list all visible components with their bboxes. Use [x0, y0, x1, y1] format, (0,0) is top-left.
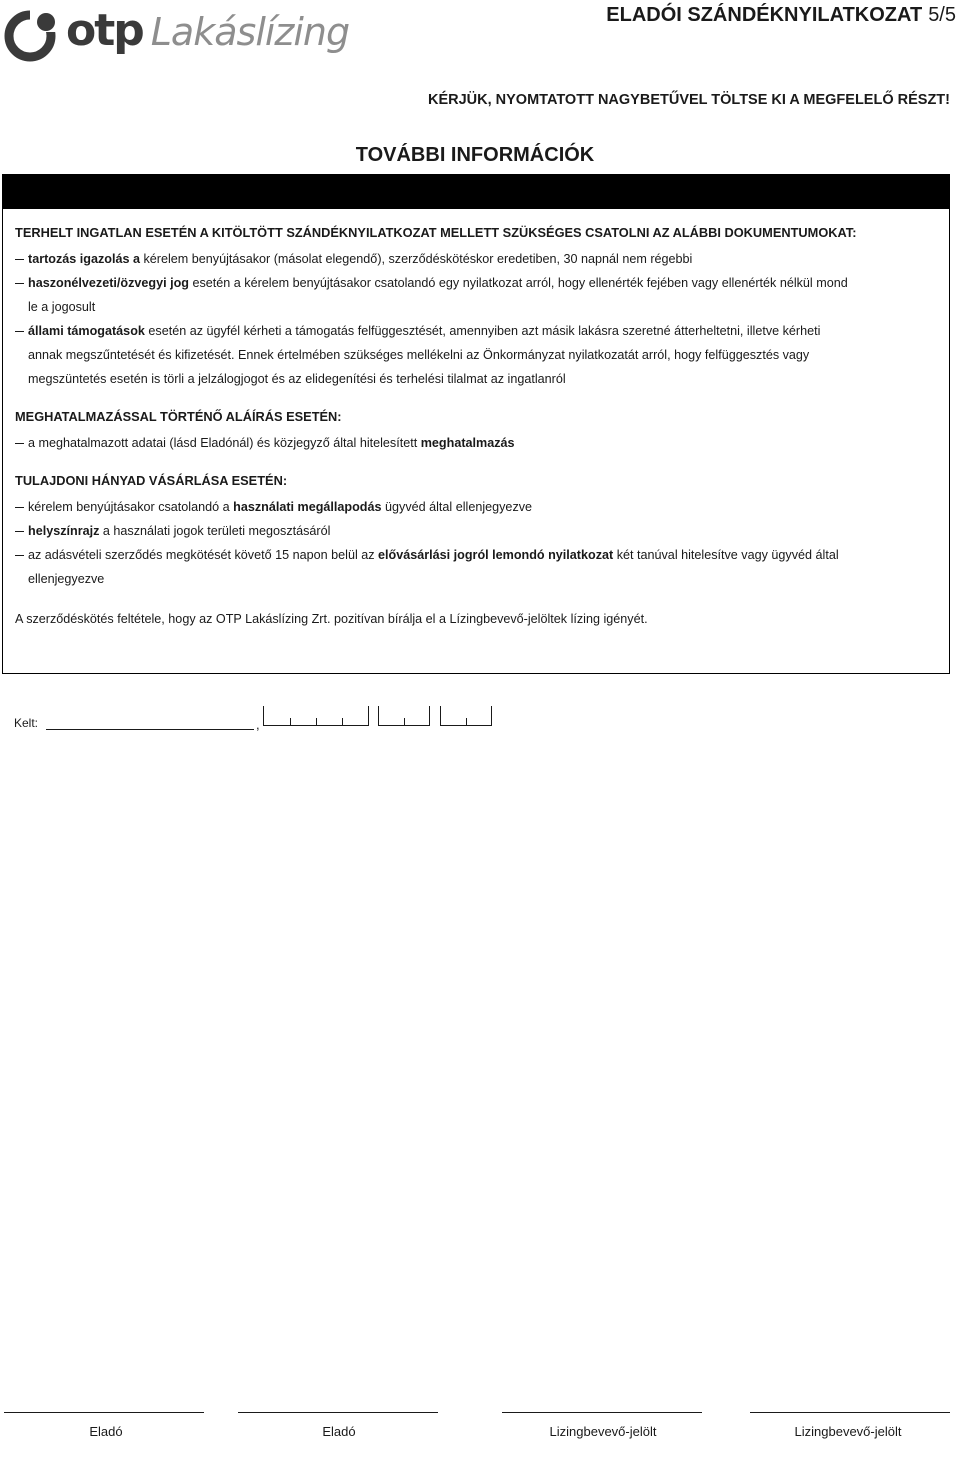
logo-text-lakaslizing: Lakáslízing [150, 10, 350, 54]
info-box-content [3, 209, 949, 631]
info-box [2, 174, 950, 674]
list-item-text: két tanúval hitelesítve vagy ügyvéd által [613, 548, 839, 562]
list-item-text: az adásvételi szerződés megkötését követő 15 napon belül az [28, 548, 379, 562]
logo-text-otp: otp [66, 4, 143, 56]
date-day-field[interactable] [440, 706, 492, 726]
fill-instruction: KÉRJÜK, NYOMTATOTT NAGYBETŰVEL TÖLTSE KI A MEGFELELŐ RÉSZT! [427, 92, 950, 108]
list-item-bold: haszonélvezeti/özvegyi jog [28, 276, 189, 290]
list-item-text: ügyvéd által ellenjegyezve [381, 500, 533, 514]
encumbered-property-heading: TERHELT INGATLAN ESETÉN A KITÖLTÖTT SZÁNDÉKNYILATKOZAT MELLETT SZÜKSÉGES CSATOLNI AZ ALÁBBI DOKUMENTUMOKAT: [15, 225, 857, 240]
signature-line-lessee-2[interactable] [750, 1412, 950, 1413]
list-item-continuation: le a jogosult [28, 300, 96, 314]
list-item [15, 543, 937, 567]
list-item [15, 495, 937, 519]
list-item-bold: elővásárlási jogról lemondó nyilatkozat [378, 548, 614, 562]
otp-lakaslizing-logo [4, 4, 349, 64]
list-item-text: esetén az ügyfél kérheti a támogatás felfüggesztését, amennyiben azt másik lakásra szeretné átterheltetni, illetve kérheti [144, 324, 821, 338]
closing-statement: A szerződéskötés feltétele, hogy az OTP Lakáslízing Zrt. pozitívan bírálja el a Lízingbevevő-jelöltek lízing igényét. [15, 612, 648, 626]
list-item-continuation: ellenjegyezve [28, 572, 105, 586]
list-item [15, 431, 937, 455]
signature-line-seller-2[interactable] [238, 1412, 438, 1413]
list-item-continuation: annak megszűntetését és kifizetését. Ennek értelmében szükséges mellékelni az Önkormányzat nyilatkozatát arról, hogy felfüggesztés vagy [28, 348, 810, 362]
list-item-text: esetén a kérelem benyújtásakor csatolandó egy nyilatkozat arról, hogy ellenérték fejében vagy ellenérték nélkül mond [188, 276, 848, 290]
info-box-header-bar [3, 175, 949, 209]
signature-label: Lizingbevevő-jelölt [549, 1424, 657, 1439]
list-item [15, 519, 937, 543]
date-year-field[interactable] [263, 706, 369, 726]
document-title-text: ELADÓI SZÁNDÉKNYILATKOZAT [606, 4, 923, 26]
list-item-bold: meghatalmazás [420, 436, 515, 450]
signature-line-seller-1[interactable] [4, 1412, 204, 1413]
list-item-bold: helyszínrajz [28, 524, 100, 538]
signature-line-lessee-1[interactable] [502, 1412, 702, 1413]
ownership-share-heading: TULAJDONI HÁNYAD VÁSÁRLÁSA ESETÉN: [15, 473, 288, 488]
list-item-text: kérelem benyújtásakor (másolat elegendő), szerződéskötéskor eredetiben, 30 napnál nem régebbi [140, 252, 693, 266]
date-month-field[interactable] [378, 706, 430, 726]
list-item-continuation: megszüntetés esetén is törli a jelzálogjogot és az elidegenítési és terhelési tilalmat az ingatlanról [28, 372, 566, 386]
signature-label: Eladó [89, 1424, 123, 1439]
signature-label: Lizingbevevő-jelölt [794, 1424, 902, 1439]
list-item-text: a meghatalmazott adatai (lásd Eladónál) és közjegyző által hitelesített [28, 436, 421, 450]
section-title: TOVÁBBI INFORMÁCIÓK [355, 144, 595, 166]
list-item-text: kérelem benyújtásakor csatolandó a [28, 500, 234, 514]
list-item [15, 271, 937, 295]
power-of-attorney-heading: MEGHATALMAZÁSSAL TÖRTÉNŐ ALÁÍRÁS ESETÉN: [15, 409, 342, 424]
page-number: 5/5 [928, 4, 956, 26]
otp-logo-mark-icon [4, 6, 60, 62]
date-label: Kelt: [14, 716, 39, 730]
list-item [15, 247, 937, 271]
list-item-text: a használati jogok területi megosztásáról [99, 524, 331, 538]
list-item-bold: használati megállapodás [233, 500, 382, 514]
date-separator: , [256, 717, 260, 732]
place-input-line[interactable] [46, 729, 254, 730]
list-item [15, 319, 937, 343]
list-item-bold: állami támogatások [28, 324, 145, 338]
document-title [606, 4, 956, 27]
signature-label: Eladó [322, 1424, 356, 1439]
list-item-bold: tartozás igazolás a [28, 252, 140, 266]
